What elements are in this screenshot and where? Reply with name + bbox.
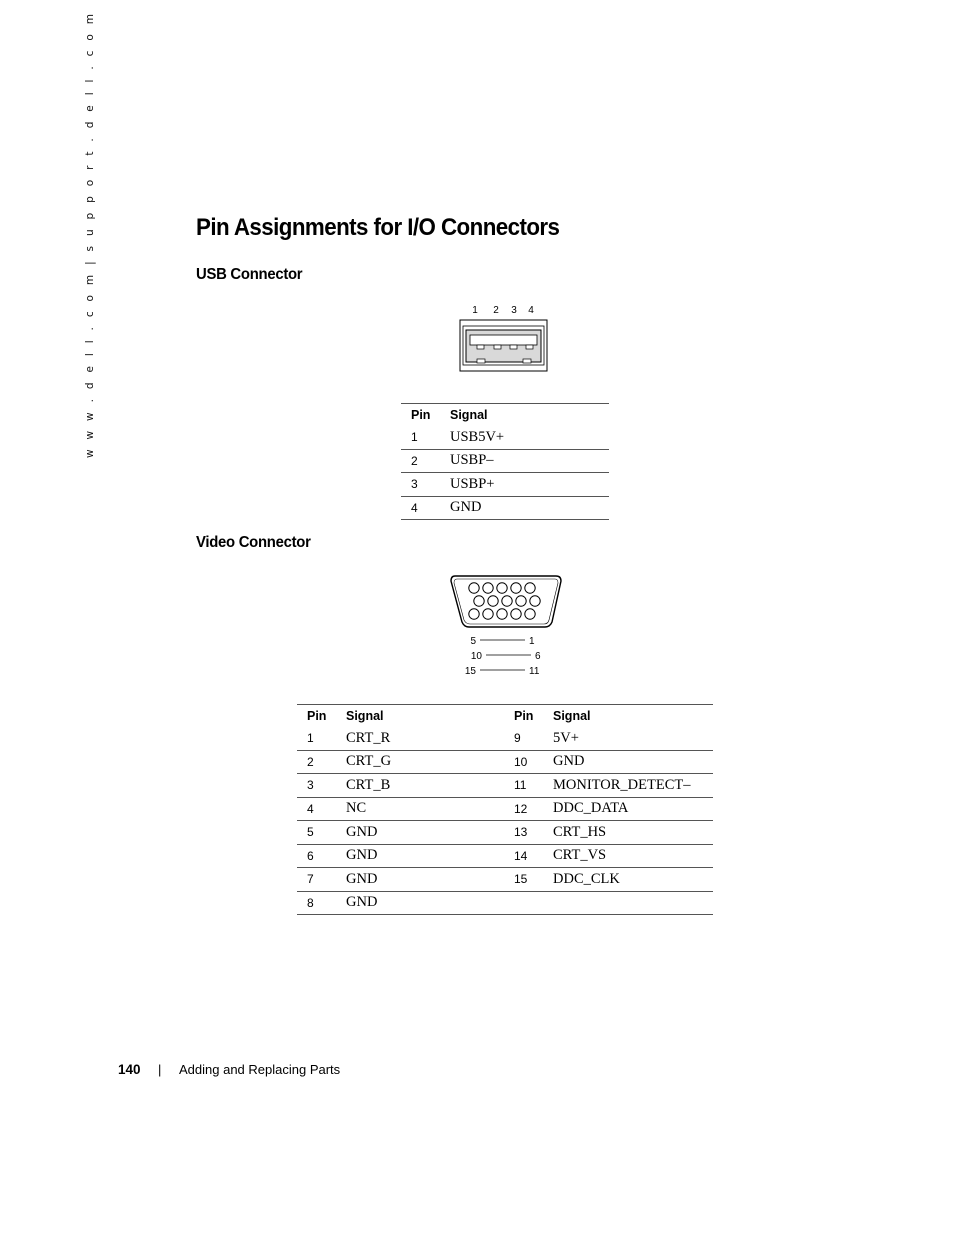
table-row [297,774,713,798]
table-row [297,750,713,774]
vga-shell [451,576,561,627]
signal-cell: 5V+ [543,727,713,750]
table-header-row [401,404,609,427]
pin-cell: 9 [504,727,543,750]
signal-cell: CRT_HS [543,821,713,845]
signal-column-header: Signal [346,709,384,723]
page-title: Pin Assignments for I/O Connectors [196,214,560,241]
vga-pin-hole [497,609,507,619]
table-row [401,496,609,520]
table-row [297,727,713,750]
usb-connector-heading: USB Connector [196,266,303,283]
side-url-text: w w w . d e l l . c o m | s u p p o r t . d e l l . c o m [84,10,96,458]
signal-cell: DDC_DATA [543,797,713,821]
pin-range-label: 1 [529,636,535,647]
signal-cell: GND [336,844,504,868]
pin-cell: 11 [504,774,543,798]
usb-connector-diagram [450,300,560,376]
pin-cell: 12 [504,797,543,821]
signal-cell: MONITOR_DETECT– [543,774,713,798]
signal-cell: GND [336,821,504,845]
signal-cell: USBP+ [440,473,609,497]
usb-contact [477,345,484,349]
usb-contact [494,345,501,349]
pin-cell: 8 [297,891,336,915]
signal-cell: GND [336,891,504,915]
usb-contact [510,345,517,349]
vga-pin-hole [530,596,540,606]
pin-range-label: 11 [529,666,540,677]
pin-cell: 2 [297,750,336,774]
vga-pin-hole [483,609,493,619]
vga-pin-hole [483,583,493,593]
pin-cell: 7 [297,868,336,892]
pin-column-header: Pin [514,709,534,723]
vga-pin-hole [511,583,521,593]
table-row [297,821,713,845]
vga-pin-hole [469,609,479,619]
pin-cell: 2 [401,449,440,473]
vga-pin-hole [469,583,479,593]
pin-cell: 4 [297,797,336,821]
table-row [297,844,713,868]
pin-column-header: Pin [411,408,431,422]
vga-pin-hole [502,596,512,606]
signal-cell: USB5V+ [440,426,609,449]
usb-pin-table [401,403,609,520]
signal-cell: DDC_CLK [543,868,713,892]
pin-cell: 13 [504,821,543,845]
vga-pin-holes [469,583,540,619]
table-row [297,797,713,821]
pin-cell: 1 [401,426,440,449]
table-header-row [297,705,713,728]
vga-pin-hole [525,583,535,593]
signal-column-header: Signal [553,709,591,723]
vga-pin-hole [511,609,521,619]
usb-tongue [470,335,537,345]
pin-cell: 15 [504,868,543,892]
pin-range-label: 5 [470,636,476,647]
signal-cell: GND [543,750,713,774]
signal-cell: CRT_R [336,727,504,750]
pin-cell: 10 [504,750,543,774]
vga-pin-hole [497,583,507,593]
table-row [401,449,609,473]
signal-cell: USBP– [440,449,609,473]
video-connector-diagram [445,570,570,682]
vga-pin-hole [488,596,498,606]
signal-column-header: Signal [450,408,488,422]
vga-pin-hole [474,596,484,606]
table-row [297,891,713,915]
pin-cell: 6 [297,844,336,868]
vga-pin-hole [525,609,535,619]
pin-cell: 5 [297,821,336,845]
signal-cell: CRT_B [336,774,504,798]
pin-cell: 14 [504,844,543,868]
page-number: 140 [118,1062,141,1077]
pin-range-label: 10 [470,651,482,662]
usb-pin-label: 1 [472,305,478,316]
usb-contact [526,345,533,349]
footer-section-title: Adding and Replacing Parts [179,1062,341,1077]
video-pin-table [297,704,713,915]
pin-range-label: 6 [535,651,541,662]
signal-cell: GND [336,868,504,892]
signal-cell: GND [440,496,609,520]
table-row [401,473,609,497]
usb-latch [477,359,485,363]
signal-cell: NC [336,797,504,821]
page-footer [118,1062,341,1077]
table-row [401,426,609,449]
signal-cell: CRT_VS [543,844,713,868]
pin-cell: 3 [297,774,336,798]
table-row [297,868,713,892]
usb-pin-label: 3 [511,305,517,316]
pin-range-label: 15 [464,666,476,677]
signal-cell [543,891,713,915]
usb-pin-label: 4 [528,305,534,316]
pin-cell: 1 [297,727,336,750]
usb-latch [523,359,531,363]
pin-column-header: Pin [307,709,327,723]
vga-pin-hole [516,596,526,606]
pin-cell [504,891,543,915]
footer-separator: | [158,1062,162,1077]
pin-cell: 3 [401,473,440,497]
signal-cell: CRT_G [336,750,504,774]
video-connector-heading: Video Connector [196,534,311,551]
pin-cell: 4 [401,496,440,520]
usb-pin-label: 2 [493,305,499,316]
